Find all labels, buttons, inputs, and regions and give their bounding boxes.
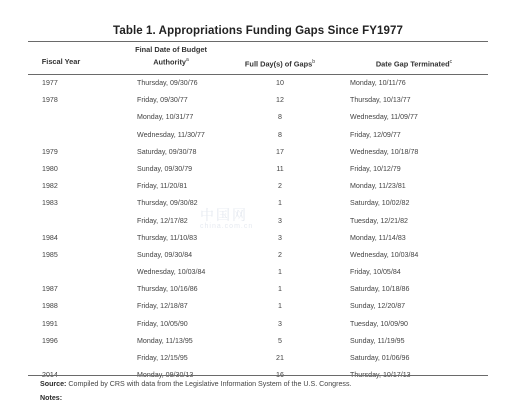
- cell-terminated: Monday, 11/23/81: [350, 182, 406, 191]
- table-row: [28, 231, 488, 248]
- table-bottom-rule: [28, 375, 488, 376]
- footnote-mark-a: a: [186, 57, 189, 63]
- cell-full-days: 10: [276, 79, 284, 87]
- cell-terminated: Tuesday, 10/09/90: [350, 319, 408, 328]
- cell-fiscal-year: 1985: [42, 250, 58, 259]
- cell-terminated: Wednesday, 10/03/84: [350, 250, 419, 259]
- cell-terminated: Monday, 10/11/76: [350, 79, 406, 87]
- table-row: [28, 196, 488, 213]
- cell-final-date: Friday, 12/17/82: [137, 216, 188, 225]
- cell-full-days: 3: [278, 233, 282, 242]
- cell-final-date: Friday, 12/18/87: [137, 302, 188, 311]
- cell-full-days: 3: [278, 216, 282, 225]
- table-row: [28, 162, 488, 179]
- header-final-date-line2: Authority: [153, 57, 187, 67]
- table-header-rule: [28, 74, 488, 75]
- cell-terminated: Friday, 12/09/77: [350, 130, 401, 139]
- cell-full-days: 2: [278, 182, 282, 191]
- header-terminated: [340, 57, 488, 69]
- cell-final-date: Sunday, 09/30/79: [137, 164, 193, 173]
- cell-terminated: Thursday, 10/13/77: [350, 96, 411, 105]
- cell-full-days: 3: [278, 319, 282, 328]
- cell-terminated: Sunday, 12/20/87: [350, 302, 406, 311]
- cell-terminated: Thursday, 10/17/13: [350, 371, 411, 380]
- cell-final-date: Thursday, 09/30/76: [137, 79, 198, 87]
- cell-final-date: Monday, 09/30/13: [137, 371, 194, 380]
- cell-terminated: Tuesday, 12/21/82: [350, 216, 408, 225]
- table-row: [28, 76, 488, 93]
- header-final-date: [126, 45, 216, 67]
- cell-fiscal-year: 1979: [42, 147, 58, 156]
- cell-full-days: 1: [278, 199, 282, 208]
- table-row: [28, 317, 488, 334]
- cell-fiscal-year: 1984: [42, 233, 58, 242]
- cell-full-days: 12: [276, 96, 284, 105]
- cell-terminated: Friday, 10/12/79: [350, 164, 401, 173]
- table-row: [28, 214, 488, 231]
- table-row: [28, 145, 488, 162]
- table-row: [28, 179, 488, 196]
- cell-fiscal-year: 2014: [42, 371, 58, 380]
- cell-fiscal-year: 1982: [42, 182, 58, 191]
- table-header: [28, 44, 488, 74]
- watermark-text: 中国网: [200, 207, 248, 223]
- cell-terminated: Sunday, 11/19/95: [350, 336, 405, 345]
- table-body: [28, 76, 488, 385]
- table-title: Table 1. Appropriations Funding Gaps Since FY1977: [113, 25, 403, 37]
- header-fiscal-year: Fiscal Year: [41, 57, 81, 66]
- header-full-days-label: Full Day(s) of Gaps: [244, 59, 313, 69]
- source-label: Source:: [40, 380, 67, 388]
- cell-fiscal-year: 1980: [42, 164, 58, 173]
- cell-fiscal-year: 1991: [42, 319, 58, 328]
- cell-fiscal-year: 1988: [42, 302, 58, 311]
- cell-final-date: Monday, 10/31/77: [137, 113, 194, 122]
- cell-terminated: Wednesday, 11/09/77: [350, 113, 418, 122]
- cell-terminated: Saturday, 10/18/86: [350, 285, 410, 294]
- cell-final-date: Thursday, 09/30/82: [137, 199, 198, 208]
- cell-full-days: 16: [276, 371, 284, 380]
- cell-terminated: Saturday, 01/06/96: [350, 354, 410, 362]
- cell-final-date: Friday, 09/30/77: [137, 96, 188, 105]
- cell-full-days: 8: [278, 130, 282, 139]
- table-top-rule: [28, 41, 488, 42]
- cell-final-date: Thursday, 11/10/83: [137, 233, 198, 242]
- footnote-mark-c: c: [449, 59, 453, 65]
- cell-full-days: 1: [278, 285, 282, 294]
- cell-terminated: Monday, 11/14/83: [350, 233, 406, 242]
- table-row: [28, 93, 488, 110]
- cell-final-date: Monday, 11/13/95: [137, 336, 193, 345]
- cell-fiscal-year: 1977: [42, 79, 58, 87]
- cell-final-date: Wednesday, 10/03/84: [137, 268, 206, 277]
- source-text: Compiled by CRS with data from the Legislative Information System of the U.S. Congress.: [68, 380, 352, 388]
- cell-fiscal-year: 1978: [42, 96, 58, 105]
- cell-fiscal-year: 1987: [42, 285, 58, 294]
- cell-final-date: Wednesday, 11/30/77: [137, 130, 205, 139]
- cell-full-days: 5: [278, 336, 282, 345]
- header-terminated-label: Date Gap Terminated: [375, 59, 450, 69]
- footnote-mark-b: b: [312, 59, 316, 65]
- cell-final-date: Friday, 11/20/81: [137, 182, 188, 191]
- cell-final-date: Friday, 10/05/90: [137, 319, 188, 328]
- cell-fiscal-year: 1983: [42, 199, 58, 208]
- watermark-subtext: china.com.cn: [200, 223, 254, 230]
- cell-final-date: Saturday, 09/30/78: [137, 147, 197, 156]
- cell-full-days: 1: [278, 302, 282, 311]
- cell-full-days: 21: [276, 354, 284, 362]
- header-final-date-line1: Final Date of Budget: [135, 45, 207, 54]
- table-row: [28, 282, 488, 299]
- notes-label: Notes:: [40, 394, 63, 402]
- table-row: [28, 110, 488, 127]
- table-row: [28, 265, 488, 282]
- cell-final-date: Thursday, 10/16/86: [137, 285, 198, 294]
- table-row: [28, 128, 488, 145]
- table-row: [28, 299, 488, 316]
- cell-terminated: Saturday, 10/02/82: [350, 199, 410, 208]
- cell-full-days: 17: [276, 147, 284, 156]
- cell-terminated: Friday, 10/05/84: [350, 268, 401, 277]
- table-row: [28, 351, 488, 368]
- cell-full-days: 2: [278, 250, 282, 259]
- cell-terminated: Wednesday, 10/18/78: [350, 147, 419, 156]
- cell-full-days: 1: [278, 268, 282, 277]
- cell-full-days: 11: [276, 164, 284, 173]
- cell-final-date: Sunday, 09/30/84: [137, 250, 193, 259]
- cell-fiscal-year: 1996: [42, 336, 58, 345]
- table-row: [28, 248, 488, 265]
- header-full-days: [230, 57, 330, 69]
- cell-final-date: Friday, 12/15/95: [137, 354, 188, 362]
- table-row: [28, 334, 488, 351]
- source-note: [40, 380, 352, 388]
- cell-full-days: 8: [278, 113, 282, 122]
